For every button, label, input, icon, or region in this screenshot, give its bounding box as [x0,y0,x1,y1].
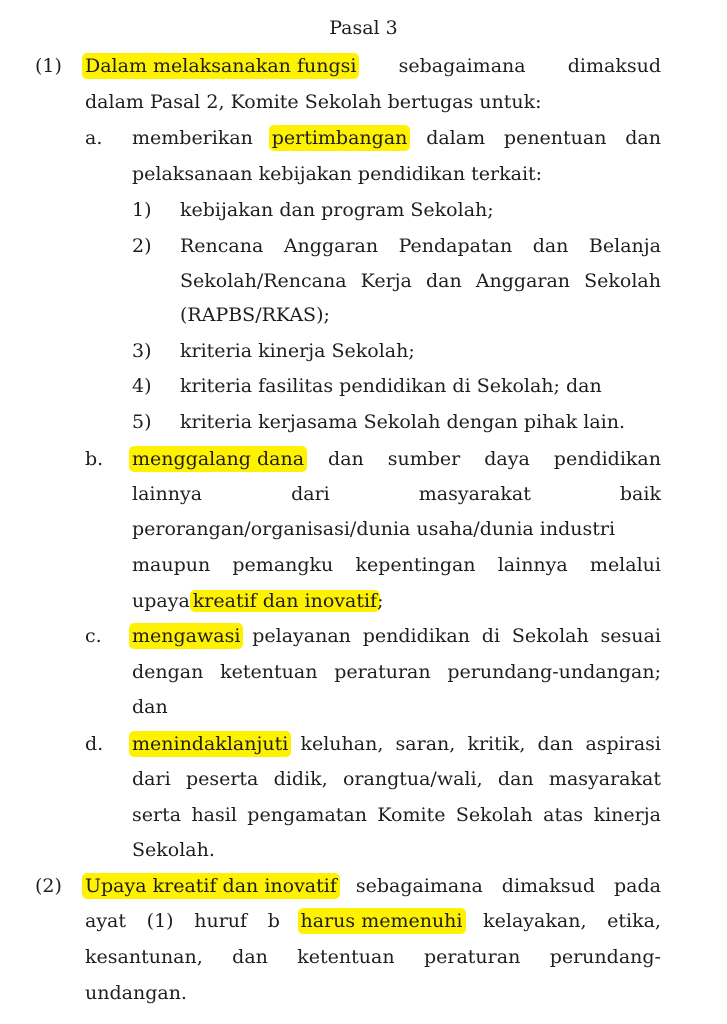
word: sebagaimana [355,875,483,897]
word: perundang- [549,946,661,968]
word: peraturan [334,661,431,683]
item-b-line-4 [132,552,661,578]
punctuation: ; [377,590,384,612]
word: orangtua/wali, [342,768,483,790]
word: Pendapatan [398,235,513,257]
word: dan [328,448,364,470]
subitem-3-text: kriteria kinerja Sekolah; [180,340,415,362]
subitem-4-marker: 4) [132,375,152,397]
word: dan [625,127,661,149]
word: Kerja [360,270,412,292]
word: pendidikan [553,448,661,470]
word: pendidikan [362,625,470,647]
paragraph-1-marker: (1) [35,55,62,77]
word: dari [291,483,330,505]
item-d-line-2 [132,766,661,792]
subitem-2-line-3: (RAPBS/RKAS); [180,304,330,326]
subitem-5-marker: 5) [132,411,152,433]
item-b-marker: b. [85,448,104,470]
p1-line-2: dalam Pasal 2, Komite Sekolah bertugas untuk: [85,91,542,113]
word: memberikan [132,127,253,149]
word: kinerja [593,804,661,826]
highlight: menindaklanjuti [129,731,291,757]
article-title: Pasal 3 [329,17,398,39]
subitem-5-text: kriteria kerjasama Sekolah dengan pihak lain. [180,411,626,433]
highlight: Dalam melaksanakan fungsi [82,53,359,79]
subitem-1-marker: 1) [132,199,152,221]
item-c-line-3: dan [132,696,168,718]
word: Sekolah/Rencana [180,270,347,292]
word: daya [484,448,530,470]
word: peraturan [423,946,521,968]
highlight: Upaya kreatif dan inovatif [82,873,340,899]
word: dan [532,235,569,257]
subitem-1-text: kebijakan dan program Sekolah; [180,199,494,221]
word: etika, [607,910,661,932]
item-c-marker: c. [85,625,102,647]
word: masyarakat [548,768,661,790]
word: pemangku [232,554,334,576]
paragraph-2-marker: (2) [35,875,62,897]
highlight: harus memenuhi [298,908,466,934]
word: Sekolah [455,804,533,826]
word: kritik, [467,733,526,755]
word: kesantunan, [85,946,203,968]
word: sumber [387,448,461,470]
word: Belanja [588,235,661,257]
word: Sekolah [584,270,661,292]
p2-line-3 [85,944,661,970]
item-b-line-5 [132,588,383,614]
word: aspirasi [585,733,661,755]
item-b-line-3: perorangan/organisasi/dunia usaha/dunia industri [132,518,616,540]
subitem-2-line-2 [180,268,661,294]
word: b [267,910,280,932]
item-a-line-1 [132,125,661,151]
word: lainnya [497,554,568,576]
item-c-line-1 [132,623,661,649]
word: lainnya [132,483,203,505]
p1-line-1 [85,53,661,79]
highlight: kreatif dan inovatif [190,590,380,612]
word: masyarakat [418,483,531,505]
item-a-marker: a. [85,127,103,149]
word: maupun [132,554,211,576]
highlight: pertimbangan [269,125,411,151]
word: didik, [273,768,328,790]
word: ayat [85,910,127,932]
word: dengan [132,661,204,683]
word: dimaksud [501,875,596,897]
word: saran, [395,733,456,755]
p2-line-4: undangan. [85,982,187,1004]
word: atas [543,804,584,826]
word: di [481,625,501,647]
item-a-line-2: pelaksanaan kebijakan pendidikan terkait: [132,163,543,185]
word: Komite [377,804,446,826]
subitem-2-line-1 [180,233,661,259]
subitem-4-text: kriteria fasilitas pendidikan di Sekolah; dan [180,375,602,397]
word: hasil [191,804,237,826]
word: dan [425,270,462,292]
word: perundang-undangan; [447,661,661,683]
word: dan [497,768,534,790]
word: peserta [185,768,259,790]
subitem-3-marker: 3) [132,340,152,362]
highlight: menggalang dana [129,446,307,472]
word: kelayakan, [483,910,587,932]
word: dimaksud [567,55,661,77]
word: sesuai [600,625,661,647]
word: penentuan [503,127,607,149]
word: ketentuan [220,661,318,683]
word: Rencana [180,235,264,257]
p2-line-2 [85,908,661,934]
word: dalam [426,127,486,149]
subitem-2-marker: 2) [132,235,152,257]
word: dan [232,946,268,968]
item-b-line-2 [132,481,661,507]
item-b-line-1 [132,446,661,472]
word: Anggaran [283,235,379,257]
word: keluhan, [300,733,384,755]
word: pelayanan [252,625,351,647]
word: Anggaran [475,270,571,292]
item-d-marker: d. [85,733,104,755]
item-d-line-3 [132,802,661,828]
word: melalui [589,554,661,576]
word: dari [132,768,171,790]
item-c-line-2 [132,659,661,685]
word: kepentingan [355,554,476,576]
word: (1) [146,910,174,932]
word: Sekolah [511,625,589,647]
word: ketentuan [297,946,395,968]
word: dan [537,733,574,755]
word: sebagaimana [398,55,526,77]
item-d-line-1 [132,731,661,757]
word: pengamatan [247,804,367,826]
item-d-line-4: Sekolah. [132,839,215,861]
p2-line-1 [85,873,661,899]
highlight: mengawasi [129,623,243,649]
word: serta [132,804,182,826]
word: pada [614,875,661,897]
word: huruf [194,910,248,932]
word: baik [619,483,661,505]
word: upaya [132,590,190,612]
